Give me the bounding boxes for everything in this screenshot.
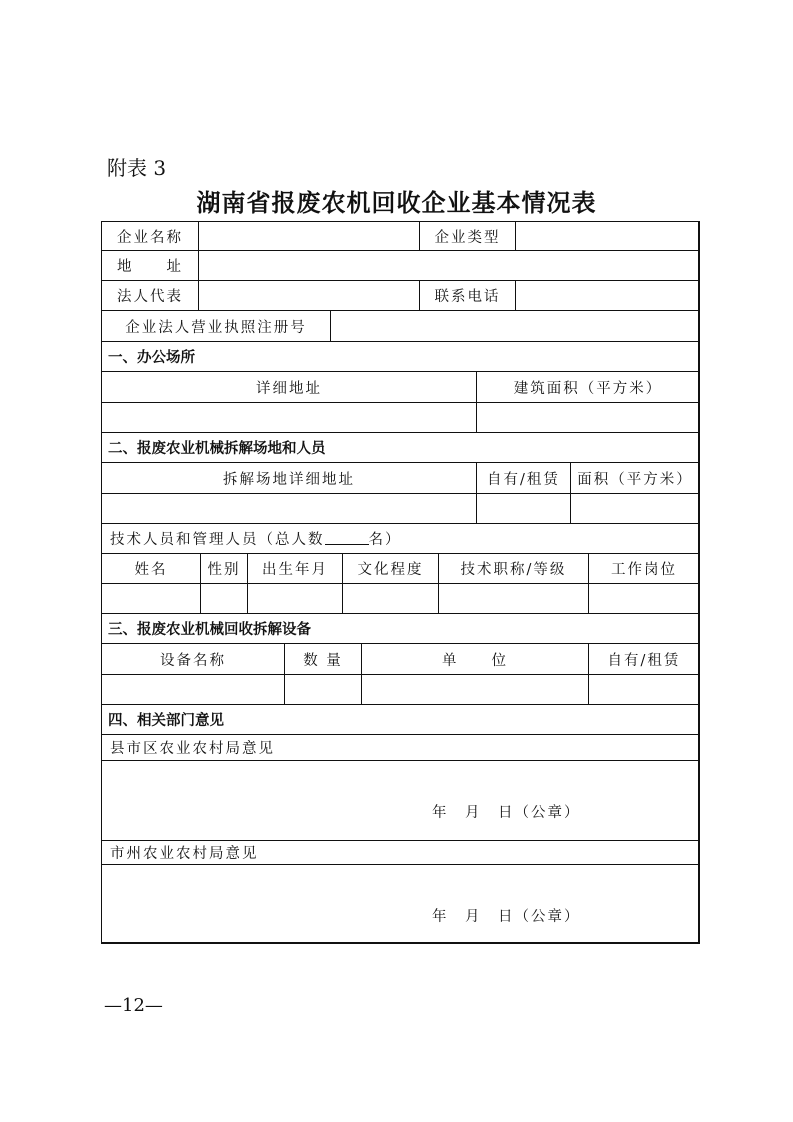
label-phone: 联系电话: [419, 280, 516, 311]
staff-column-header: 文化程度: [342, 553, 439, 584]
staff-input-cell[interactable]: [247, 583, 343, 614]
staff-count-blank[interactable]: [325, 532, 369, 545]
equipment-column-header: 数 量: [284, 643, 362, 675]
staff-count-row: [101, 523, 700, 554]
page-number: —12—: [104, 995, 163, 1016]
input-office-area[interactable]: [476, 402, 700, 433]
staff-count-prefix: 技术人员和管理人员（总人数: [110, 532, 325, 548]
input-office-address[interactable]: [101, 402, 477, 433]
equipment-input-cell[interactable]: [101, 674, 285, 705]
staff-input-cell[interactable]: [200, 583, 248, 614]
header-office-area: 建筑面积（平方米）: [476, 371, 700, 403]
page-title: 湖南省报废农机回收企业基本情况表: [196, 188, 597, 217]
equipment-input-cell[interactable]: [588, 674, 700, 705]
label-company-name: 企业名称: [101, 221, 199, 251]
input-legal-rep[interactable]: [198, 280, 420, 311]
county-opinion-box[interactable]: [101, 760, 700, 841]
date-stamp-text: 年 月 日（公章）: [432, 805, 581, 821]
staff-column-header: 性别: [200, 553, 248, 584]
staff-input-cell[interactable]: [588, 583, 700, 614]
equipment-column-header: 设备名称: [101, 643, 285, 675]
label-city-opinion: 市州农业农村局意见: [101, 840, 700, 865]
city-opinion-box[interactable]: [101, 864, 700, 944]
staff-column-header: 技术职称/等级: [438, 553, 589, 584]
header-site-address: 拆解场地详细地址: [101, 462, 477, 494]
input-site-area[interactable]: [570, 493, 700, 524]
label-address: 地 址: [101, 250, 199, 281]
header-site-area: 面积（平方米）: [570, 462, 700, 494]
staff-column-header: 姓名: [101, 553, 201, 584]
label-company-type: 企业类型: [419, 221, 516, 251]
equipment-column-header: 自有/租赁: [588, 643, 700, 675]
header-office-address: 详细地址: [101, 371, 477, 403]
staff-input-cell[interactable]: [438, 583, 589, 614]
attachment-label: 附表 3: [107, 156, 167, 180]
equipment-input-cell[interactable]: [361, 674, 589, 705]
equipment-column-header: 单 位: [361, 643, 589, 675]
staff-column-header: 工作岗位: [588, 553, 700, 584]
section-office: 一、办公场所: [101, 341, 700, 372]
input-site-own-rent[interactable]: [476, 493, 571, 524]
section-equipment: 三、报废农业机械回收拆解设备: [101, 613, 700, 644]
input-license-no[interactable]: [330, 310, 700, 342]
staff-column-header: 出生年月: [247, 553, 343, 584]
equipment-input-cell[interactable]: [284, 674, 362, 705]
section-opinions: 四、相关部门意见: [101, 704, 700, 735]
date-stamp-text: 年 月 日（公章）: [432, 909, 581, 925]
staff-count-suffix: 名）: [368, 532, 402, 548]
label-legal-rep: 法人代表: [101, 280, 199, 311]
section-site: 二、报废农业机械拆解场地和人员: [101, 432, 700, 463]
staff-input-cell[interactable]: [342, 583, 439, 614]
header-site-own-rent: 自有/租赁: [476, 462, 571, 494]
input-phone[interactable]: [515, 280, 700, 311]
label-county-opinion: 县市区农业农村局意见: [101, 734, 700, 761]
input-company-type[interactable]: [515, 221, 700, 251]
input-company-name[interactable]: [198, 221, 420, 251]
input-site-address[interactable]: [101, 493, 477, 524]
input-address[interactable]: [198, 250, 700, 281]
label-license-no: 企业法人营业执照注册号: [101, 310, 331, 342]
staff-input-cell[interactable]: [101, 583, 201, 614]
